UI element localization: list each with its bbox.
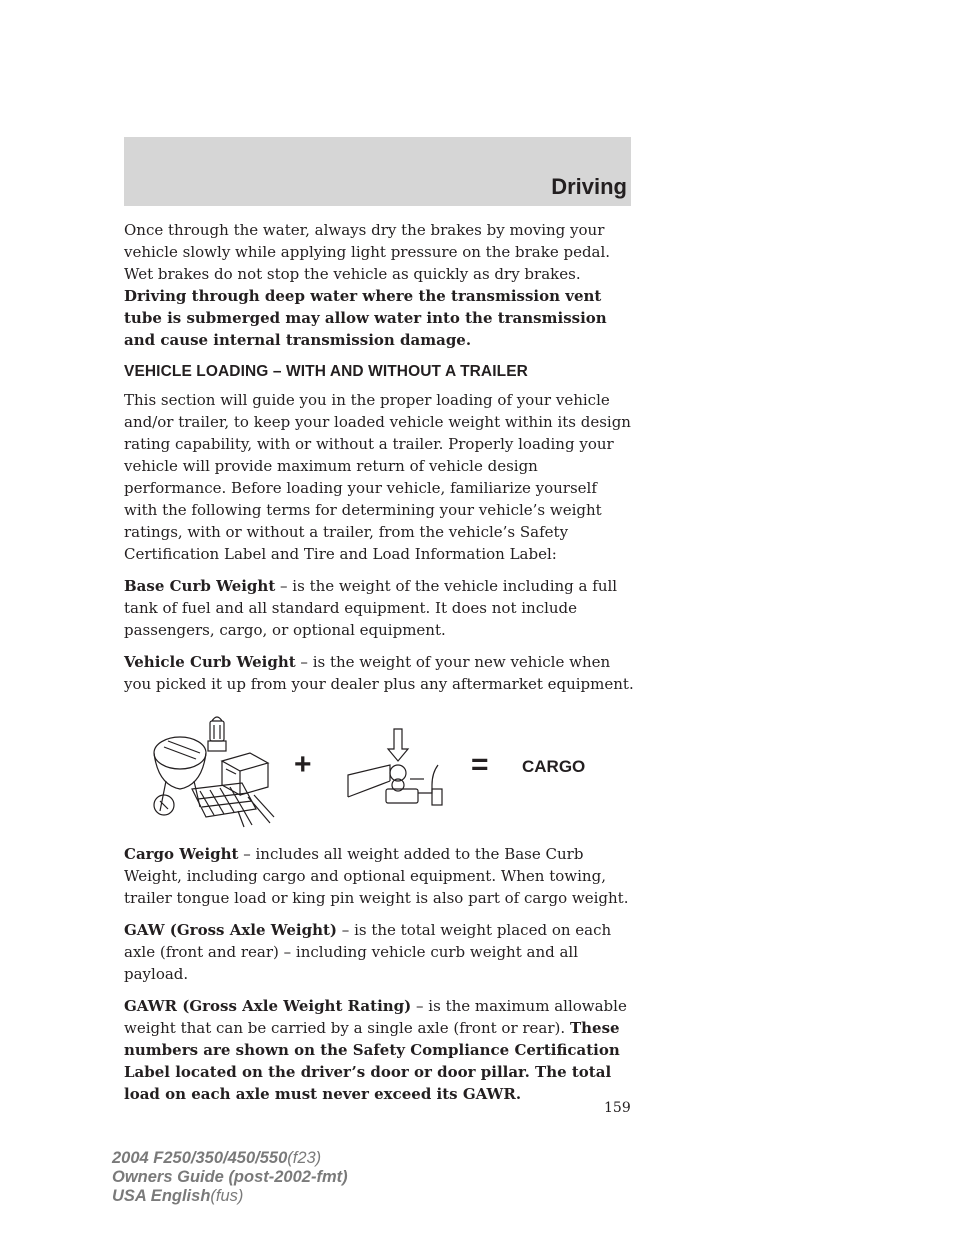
footer-line-guide [112,1168,348,1187]
section-heading: VEHICLE LOADING – WITH AND WITHOUT A TRAILER [124,363,528,380]
footer-guide: Owners Guide (post-2002-fmt) [112,1168,348,1186]
footer-line-language [112,1187,348,1206]
equals-sign: = [471,748,489,781]
paragraph-text: Once through the water, always dry the brakes by moving your vehicle slowly while applying light pressure on the brake pedal. Wet brakes do not stop the vehicle as quickly as dry brakes. [124,221,611,283]
paragraph-water-brakes [124,219,634,351]
definition-gaw [124,919,634,985]
cargo-label: CARGO [522,757,586,776]
definition: – is the weight of your new vehicle when you picked it up from your dealer plus any aftermarket equipment. [124,653,634,693]
definition: – is the total weight placed on each axle (front and rear) – including vehicle curb weight and all payload. [124,921,612,983]
header-band [124,137,631,206]
footer-line-model [112,1149,348,1168]
term: GAWR (Gross Axle Weight Rating) [124,997,412,1015]
term: Base Curb Weight [124,577,276,595]
paragraph-intro: This section will guide you in the proper loading of your vehicle and/or trailer, to keep your loaded vehicle weight within its design rating capability, with or without a trailer. Properly loading your vehicle will provide maximum return of vehicle design performance. Before loading your vehicle, familiarize yourself with the following terms for determining your vehicle’s weight ratings, with or without a trailer, from the vehicle’s Safety Certification Label and Tire and Load Information Label: [124,391,631,563]
section-title: Driving [551,174,627,199]
term: Cargo Weight [124,845,239,863]
page-number: 159 [604,1100,631,1116]
plus-sign: + [294,748,312,781]
definition-vehicle-curb-weight [124,651,634,695]
trailer-hitch-icon [346,727,446,817]
definition: – is the weight of the vehicle including a full tank of fuel and all standard equipment. It does not include passengers, cargo, or optional equipment. [124,577,618,639]
document-footer [112,1149,348,1206]
page-content [124,219,634,1115]
term: GAW (Gross Axle Weight) [124,921,338,939]
definition-base-curb-weight [124,575,634,641]
footer-language-code: (fus) [210,1187,244,1205]
footer-model: 2004 F250/350/450/550 [112,1149,288,1167]
warning-text: These numbers are shown on the Safety Compliance Certification Label located on the driver’s door or door pillar. The total load on each axle must never exceed its GAWR. [124,1019,620,1103]
cargo-items-icon [152,711,282,831]
term: Vehicle Curb Weight [124,653,296,671]
cargo-illustration [124,705,634,837]
footer-language: USA English [112,1187,211,1205]
warning-text: Driving through deep water where the transmission vent tube is submerged may allow water into the transmission and cause internal transmission damage. [124,287,607,349]
definition-gawr [124,995,634,1105]
definition-cargo-weight [124,843,634,909]
definition: – includes all weight added to the Base Curb Weight, including cargo and optional equipment. When towing, trailer tongue load or king pin weight is also part of cargo weight. [124,845,629,907]
footer-model-code: (f23) [287,1149,322,1167]
definition: – is the maximum allowable weight that can be carried by a single axle (front or rear). [124,997,627,1037]
